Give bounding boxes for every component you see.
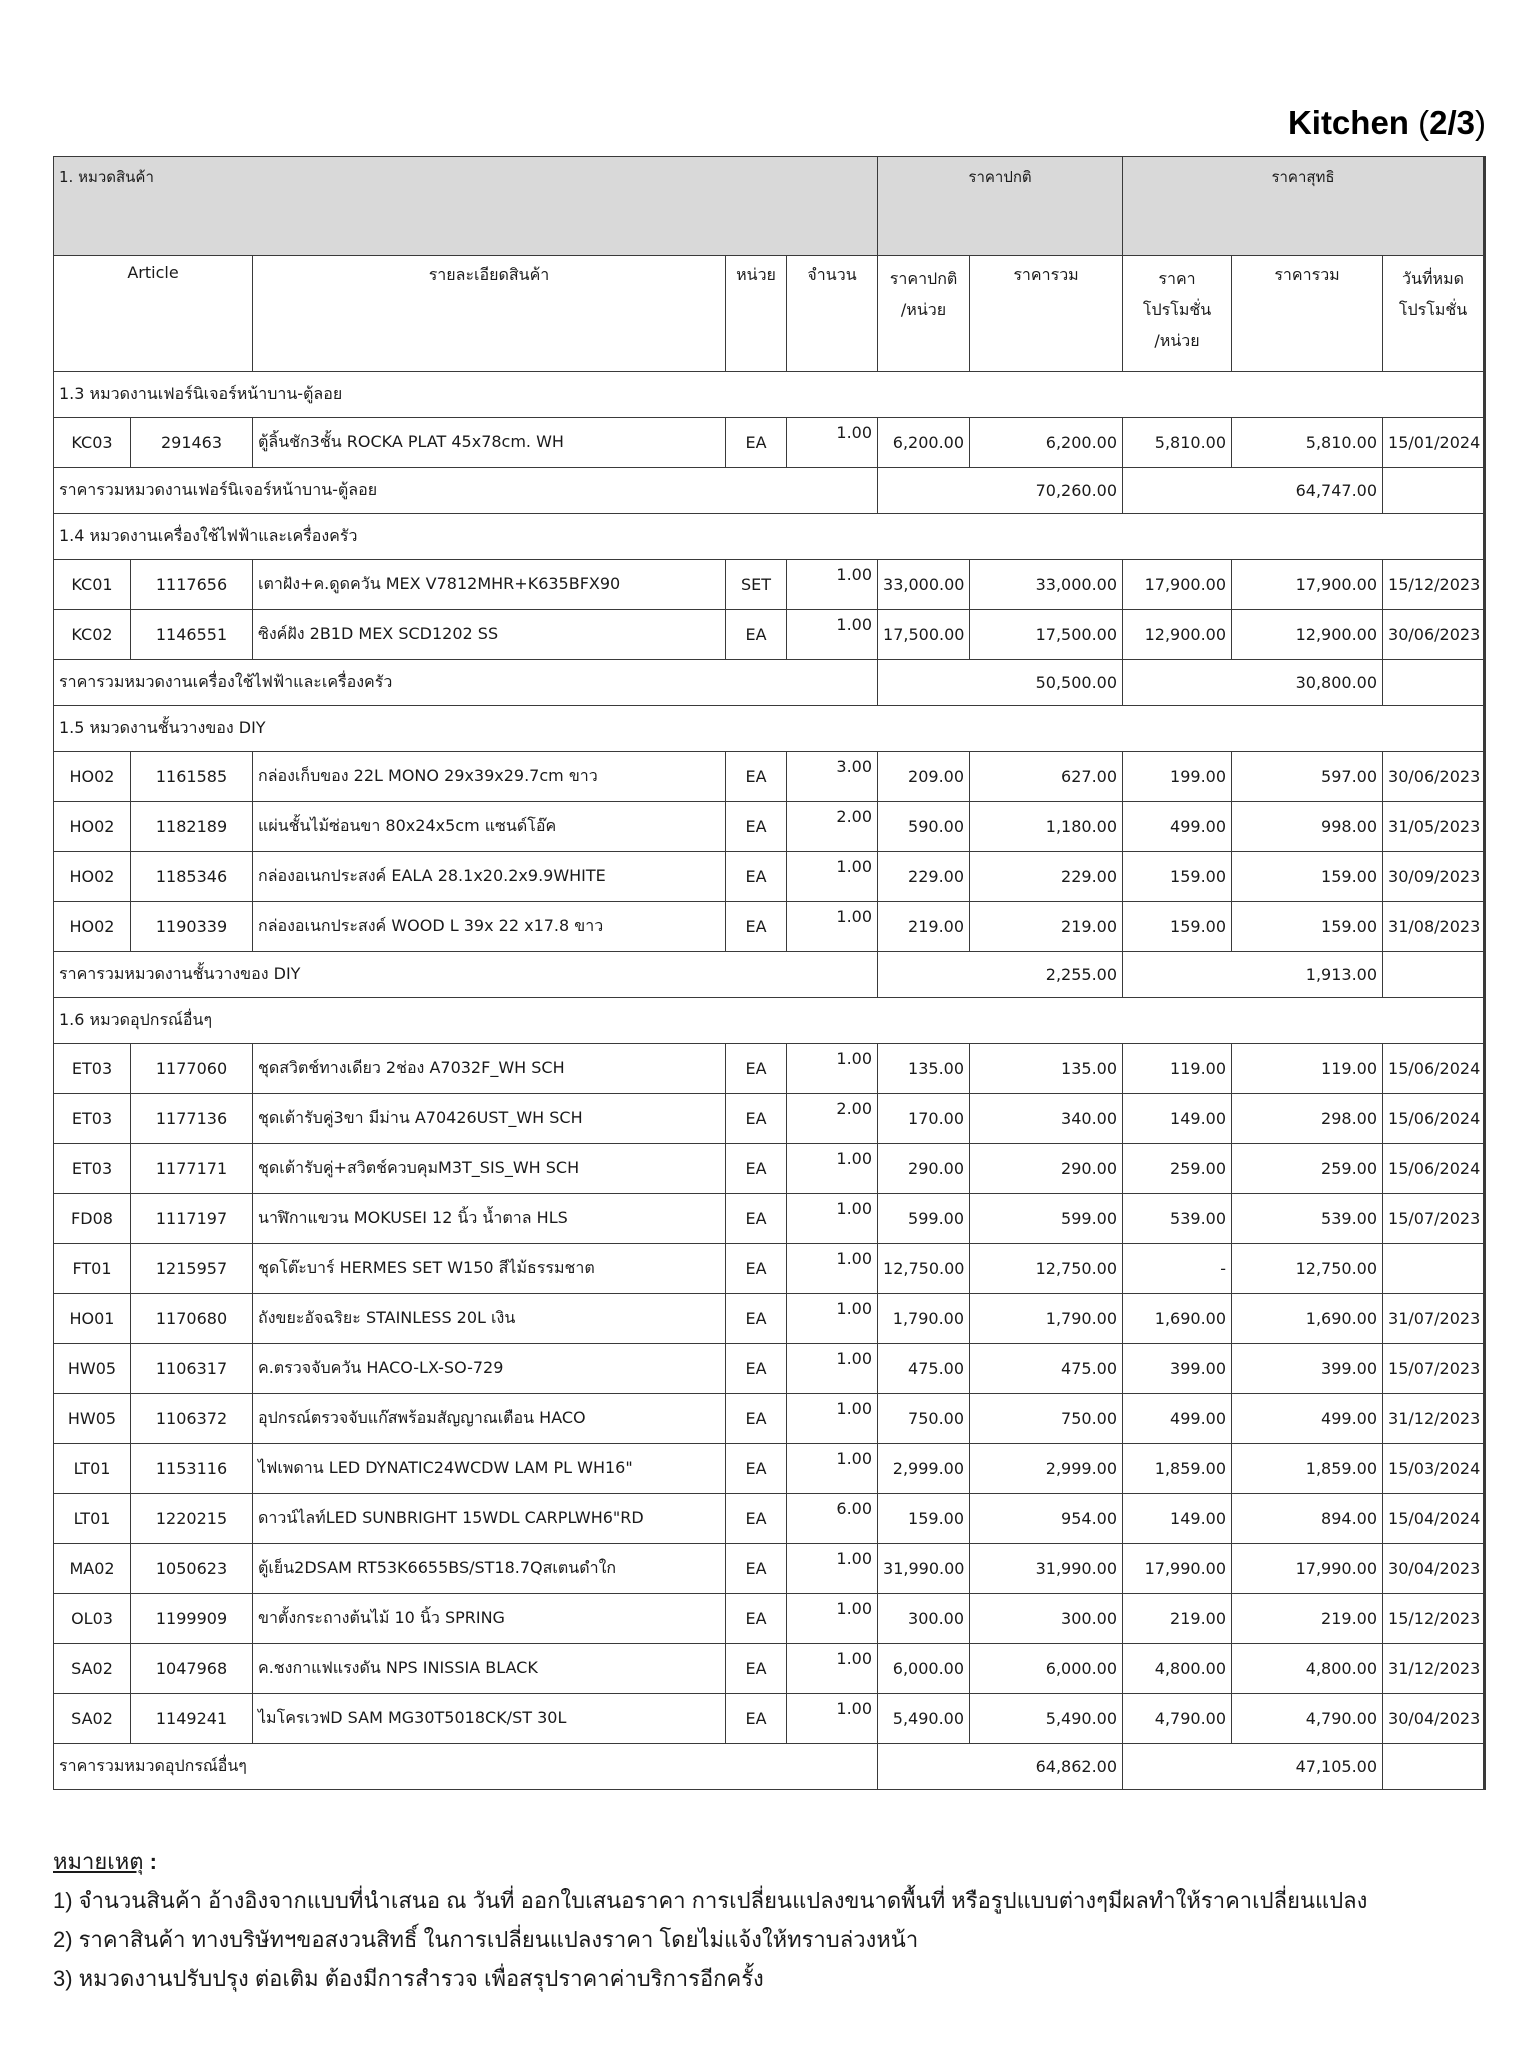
section-title: 1.3 หมวดงานเฟอร์นิเจอร์หน้าบาน-ตู้ลอย [54,372,1485,418]
promo-unit-price: 17,900.00 [1123,560,1232,610]
promo-total: 499.00 [1232,1394,1383,1444]
notes-heading: หมายเหตุ [53,1849,144,1874]
item-description: ชุดเต้ารับคู่+สวิตช์ควบคุมM3T_SIS_WH SCH [253,1144,726,1194]
item-description: ชุดโต๊ะบาร์ HERMES SET W150 สีไม้ธรรมชาต [253,1244,726,1294]
item-quantity: 1.00 [787,1344,878,1394]
table-row [54,852,1485,902]
subtotal-empty [1383,952,1485,998]
subtotal-row [54,1744,1485,1790]
item-unit: EA [726,902,787,952]
item-unit: EA [726,1044,787,1094]
item-code: ET03 [54,1144,131,1194]
header-line: ราคา [1158,269,1196,288]
normal-unit-price: 2,999.00 [878,1444,970,1494]
unit-header: หน่วย [726,256,787,372]
article-number: 1199909 [131,1594,253,1644]
normal-unit-price: 6,200.00 [878,418,970,468]
promo-unit-price: 499.00 [1123,802,1232,852]
table-row [54,802,1485,852]
promo-total: 119.00 [1232,1044,1383,1094]
promo-unit-price: 159.00 [1123,902,1232,952]
table-row [54,1594,1485,1644]
header-line: วันที่หมด [1402,269,1464,288]
promo-end-date: 30/04/2023 [1383,1694,1485,1744]
article-number: 1177171 [131,1144,253,1194]
promo-end-date: 31/08/2023 [1383,902,1485,952]
promo-total: 399.00 [1232,1344,1383,1394]
promo-total: 1,859.00 [1232,1444,1383,1494]
item-code: HW05 [54,1344,131,1394]
item-quantity: 1.00 [787,1444,878,1494]
promo-end-date: 31/05/2023 [1383,802,1485,852]
normal-unit-price: 170.00 [878,1094,970,1144]
promo-total: 17,900.00 [1232,560,1383,610]
normal-unit-price: 159.00 [878,1494,970,1544]
header-line: โปรโมชั่น [1398,300,1468,319]
article-number: 1177136 [131,1094,253,1144]
promo-end-date [1383,1244,1485,1294]
item-description: ชุดเต้ารับคู่3ขา มีม่าน A70426UST_WH SCH [253,1094,726,1144]
article-number: 1149241 [131,1694,253,1744]
table-row [54,1094,1485,1144]
promo-unit-price: 4,800.00 [1123,1644,1232,1694]
table-row [54,1494,1485,1544]
item-unit: EA [726,1394,787,1444]
promo-total: 5,810.00 [1232,418,1383,468]
section-title: 1.4 หมวดงานเครื่องใช้ไฟฟ้าและเครื่องครัว [54,514,1485,560]
item-quantity: 1.00 [787,1594,878,1644]
section-title-row [54,372,1485,418]
article-number: 1047968 [131,1644,253,1694]
item-quantity: 1.00 [787,1294,878,1344]
subtotal-row [54,660,1485,706]
title-paren-close: ) [1475,104,1486,141]
note-line: 3) หมวดงานปรับปรุง ต่อเติม ต้องมีการสำรวจ เพื่อสรุปราคาค่าบริการอีกครั้ง [53,1966,764,1991]
item-code: KC03 [54,418,131,468]
subtotal-normal: 50,500.00 [878,660,1123,706]
item-code: SA02 [54,1694,131,1744]
item-description: ค.ตรวจจับควัน HACO-LX-SO-729 [253,1344,726,1394]
promo-end-date: 15/01/2024 [1383,418,1485,468]
quotation-table [53,156,1486,1790]
article-number: 1185346 [131,852,253,902]
promo-end-date: 15/12/2023 [1383,1594,1485,1644]
article-number: 1190339 [131,902,253,952]
promo-total: 219.00 [1232,1594,1383,1644]
item-unit: EA [726,1294,787,1344]
table-row [54,752,1485,802]
normal-unit-price: 12,750.00 [878,1244,970,1294]
item-code: HO02 [54,852,131,902]
table-row [54,610,1485,660]
normal-unit-price: 475.00 [878,1344,970,1394]
promo-end-header [1383,256,1485,372]
item-code: ET03 [54,1094,131,1144]
normal-total: 2,999.00 [970,1444,1123,1494]
promo-total: 17,990.00 [1232,1544,1383,1594]
item-quantity: 1.00 [787,1694,878,1744]
item-quantity: 6.00 [787,1494,878,1544]
item-code: HO02 [54,902,131,952]
normal-total: 6,000.00 [970,1644,1123,1694]
normal-total: 954.00 [970,1494,1123,1544]
item-description: เตาฝัง+ค.ดูดควัน MEX V7812MHR+K635BFX90 [253,560,726,610]
note-line: 2) ราคาสินค้า ทางบริษัทฯขอสงวนสิทธิ์ ในการเปลี่ยนแปลงราคา โดยไม่แจ้งให้ทราบล่วงหน้า [53,1927,919,1952]
table-row [54,1544,1485,1594]
item-unit: EA [726,1144,787,1194]
promo-unit-price: 1,859.00 [1123,1444,1232,1494]
subtotal-row [54,952,1485,998]
article-number: 1153116 [131,1444,253,1494]
normal-price-group-header: ราคาปกติ [878,157,1123,256]
promo-end-date: 31/12/2023 [1383,1644,1485,1694]
promo-end-date: 15/07/2023 [1383,1344,1485,1394]
subtotal-normal: 70,260.00 [878,468,1123,514]
promo-total: 259.00 [1232,1144,1383,1194]
item-quantity: 1.00 [787,852,878,902]
item-description: กล่องอเนกประสงค์ EALA 28.1x20.2x9.9WHITE [253,852,726,902]
item-unit: EA [726,1494,787,1544]
column-header-row [54,256,1485,372]
promo-end-date: 30/09/2023 [1383,852,1485,902]
promo-end-date: 15/06/2024 [1383,1094,1485,1144]
table-row [54,418,1485,468]
title-paren-open: ( [1418,104,1430,141]
normal-unit-price: 135.00 [878,1044,970,1094]
normal-total: 12,750.00 [970,1244,1123,1294]
promo-unit-price: 17,990.00 [1123,1544,1232,1594]
promo-unit-price: 219.00 [1123,1594,1232,1644]
normal-total: 627.00 [970,752,1123,802]
article-number: 291463 [131,418,253,468]
promo-total: 4,800.00 [1232,1644,1383,1694]
item-description: กล่องอเนกประสงค์ WOOD L 39x 22 x17.8 ขาว [253,902,726,952]
item-quantity: 1.00 [787,1394,878,1444]
normal-total-header: ราคารวม [970,256,1123,372]
item-quantity: 2.00 [787,1094,878,1144]
normal-unit-price: 750.00 [878,1394,970,1444]
promo-end-date: 30/04/2023 [1383,1544,1485,1594]
header-line: ราคาปกติ [889,269,958,288]
subtotal-empty [1383,660,1485,706]
promo-total: 4,790.00 [1232,1694,1383,1744]
normal-total: 229.00 [970,852,1123,902]
promo-unit-price: - [1123,1244,1232,1294]
item-unit: EA [726,610,787,660]
item-unit: EA [726,1444,787,1494]
table-row [54,902,1485,952]
item-description: ซิงค์ฝัง 2B1D MEX SCD1202 SS [253,610,726,660]
item-code: KC02 [54,610,131,660]
item-description: ตู้เย็น2DSAM RT53K6655BS/ST18.7Qสเตนดำใก [253,1544,726,1594]
promo-unit-price: 539.00 [1123,1194,1232,1244]
table-row [54,1294,1485,1344]
normal-total: 1,790.00 [970,1294,1123,1344]
item-quantity: 2.00 [787,802,878,852]
normal-total: 290.00 [970,1144,1123,1194]
normal-total: 31,990.00 [970,1544,1123,1594]
table-row [54,1144,1485,1194]
item-quantity: 1.00 [787,1644,878,1694]
item-quantity: 1.00 [787,610,878,660]
notes [53,1842,1493,1998]
item-code: SA02 [54,1644,131,1694]
promo-unit-price: 149.00 [1123,1094,1232,1144]
promo-total: 159.00 [1232,852,1383,902]
subtotal-label: ราคารวมหมวดงานเฟอร์นิเจอร์หน้าบาน-ตู้ลอย [54,468,878,514]
normal-unit-price: 590.00 [878,802,970,852]
subtotal-normal: 64,862.00 [878,1744,1123,1790]
table-row [54,1344,1485,1394]
promo-unit-price: 199.00 [1123,752,1232,802]
item-unit: EA [726,1544,787,1594]
normal-total: 599.00 [970,1194,1123,1244]
table-row [54,1044,1485,1094]
description-header: รายละเอียดสินค้า [253,256,726,372]
article-number: 1106372 [131,1394,253,1444]
item-description: ชุดสวิตช์ทางเดียว 2ช่อง A7032F_WH SCH [253,1044,726,1094]
subtotal-label: ราคารวมหมวดอุปกรณ์อื่นๆ [54,1744,878,1790]
item-code: HO02 [54,752,131,802]
promo-total-header: ราคารวม [1232,256,1383,372]
normal-total: 135.00 [970,1044,1123,1094]
promo-unit-price: 4,790.00 [1123,1694,1232,1744]
page-title [1288,104,1486,142]
item-code: FD08 [54,1194,131,1244]
article-number: 1146551 [131,610,253,660]
item-code: MA02 [54,1544,131,1594]
normal-unit-price: 290.00 [878,1144,970,1194]
promo-end-date: 15/04/2024 [1383,1494,1485,1544]
item-quantity: 3.00 [787,752,878,802]
promo-end-date: 30/06/2023 [1383,752,1485,802]
page-number: 2/3 [1429,104,1475,141]
article-number: 1106317 [131,1344,253,1394]
item-unit: EA [726,802,787,852]
table-row [54,1644,1485,1694]
item-quantity: 1.00 [787,1144,878,1194]
promo-unit-price: 399.00 [1123,1344,1232,1394]
normal-unit-price-header [878,256,970,372]
normal-total: 17,500.00 [970,610,1123,660]
normal-unit-price: 599.00 [878,1194,970,1244]
normal-total: 475.00 [970,1344,1123,1394]
normal-total: 5,490.00 [970,1694,1123,1744]
table-row [54,1244,1485,1294]
table-row [54,1194,1485,1244]
table-row [54,1694,1485,1744]
normal-total: 219.00 [970,902,1123,952]
item-description: ไมโครเวฟD SAM MG30T5018CK/ST 30L [253,1694,726,1744]
promo-unit-price: 499.00 [1123,1394,1232,1444]
normal-total: 750.00 [970,1394,1123,1444]
item-quantity: 1.00 [787,1194,878,1244]
promo-unit-price: 12,900.00 [1123,610,1232,660]
normal-unit-price: 209.00 [878,752,970,802]
item-code: ET03 [54,1044,131,1094]
subtotal-label: ราคารวมหมวดงานเครื่องใช้ไฟฟ้าและเครื่องครัว [54,660,878,706]
normal-total: 6,200.00 [970,418,1123,468]
item-code: HO02 [54,802,131,852]
item-code: OL03 [54,1594,131,1644]
promo-unit-price-header [1123,256,1232,372]
item-unit: SET [726,560,787,610]
normal-total: 300.00 [970,1594,1123,1644]
promo-unit-price: 5,810.00 [1123,418,1232,468]
item-unit: EA [726,1194,787,1244]
subtotal-empty [1383,468,1485,514]
promo-total: 12,750.00 [1232,1244,1383,1294]
item-description: ไฟเพดาน LED DYNATIC24WCDW LAM PL WH16" [253,1444,726,1494]
normal-unit-price: 229.00 [878,852,970,902]
item-code: HW05 [54,1394,131,1444]
promo-total: 159.00 [1232,902,1383,952]
item-code: KC01 [54,560,131,610]
promo-end-date: 30/06/2023 [1383,610,1485,660]
normal-total: 33,000.00 [970,560,1123,610]
article-number: 1220215 [131,1494,253,1544]
header-line: /หน่วย [900,300,947,319]
promo-end-date: 31/12/2023 [1383,1394,1485,1444]
normal-unit-price: 219.00 [878,902,970,952]
item-quantity: 1.00 [787,1044,878,1094]
item-unit: EA [726,418,787,468]
article-header: Article [54,256,253,372]
item-description: ดาวน์ไลท์LED SUNBRIGHT 15WDL CARPLWH6"RD [253,1494,726,1544]
title-text: Kitchen [1287,104,1409,141]
item-quantity: 1.00 [787,418,878,468]
promo-end-date: 15/06/2024 [1383,1144,1485,1194]
item-code: LT01 [54,1494,131,1544]
item-unit: EA [726,1344,787,1394]
article-number: 1215957 [131,1244,253,1294]
normal-unit-price: 31,990.00 [878,1544,970,1594]
section-title-row [54,514,1485,560]
item-unit: EA [726,1594,787,1644]
promo-unit-price: 159.00 [1123,852,1232,902]
promo-total: 894.00 [1232,1494,1383,1544]
item-unit: EA [726,752,787,802]
table-row [54,1444,1485,1494]
promo-end-date: 15/06/2024 [1383,1044,1485,1094]
item-unit: EA [726,1244,787,1294]
promo-total: 1,690.00 [1232,1294,1383,1344]
article-number: 1050623 [131,1544,253,1594]
article-number: 1177060 [131,1044,253,1094]
promo-end-date: 15/07/2023 [1383,1194,1485,1244]
subtotal-normal: 2,255.00 [878,952,1123,998]
promo-total: 597.00 [1232,752,1383,802]
normal-unit-price: 17,500.00 [878,610,970,660]
subtotal-net: 30,800.00 [1123,660,1383,706]
table-row [54,560,1485,610]
article-number: 1117197 [131,1194,253,1244]
promo-total: 539.00 [1232,1194,1383,1244]
item-code: FT01 [54,1244,131,1294]
normal-unit-price: 33,000.00 [878,560,970,610]
normal-unit-price: 6,000.00 [878,1644,970,1694]
promo-unit-price: 1,690.00 [1123,1294,1232,1344]
normal-unit-price: 1,790.00 [878,1294,970,1344]
item-description: ค.ชงกาแฟแรงดัน NPS INISSIA BLACK [253,1644,726,1694]
item-unit: EA [726,1644,787,1694]
section-title-row [54,706,1485,752]
item-description: แผ่นชั้นไม้ซ่อนขา 80x24x5cm แซนด์โอ๊ค [253,802,726,852]
item-unit: EA [726,1094,787,1144]
promo-total: 12,900.00 [1232,610,1383,660]
item-code: HO01 [54,1294,131,1344]
item-description: กล่องเก็บของ 22L MONO 29x39x29.7cm ขาว [253,752,726,802]
item-quantity: 1.00 [787,902,878,952]
notes-heading-colon: : [143,1849,158,1874]
normal-unit-price: 5,490.00 [878,1694,970,1744]
article-number: 1182189 [131,802,253,852]
subtotal-label: ราคารวมหมวดงานชั้นวางของ DIY [54,952,878,998]
section-title-row [54,998,1485,1044]
article-number: 1170680 [131,1294,253,1344]
subtotal-row [54,468,1485,514]
net-price-group-header: ราคาสุทธิ [1123,157,1485,256]
quantity-header: จำนวน [787,256,878,372]
promo-total: 298.00 [1232,1094,1383,1144]
item-quantity: 1.00 [787,1244,878,1294]
promo-unit-price: 149.00 [1123,1494,1232,1544]
section-title: 1.6 หมวดอุปกรณ์อื่นๆ [54,998,1485,1044]
subtotal-empty [1383,1744,1485,1790]
table-row [54,1394,1485,1444]
promo-total: 998.00 [1232,802,1383,852]
section-title: 1.5 หมวดงานชั้นวางของ DIY [54,706,1485,752]
header-line: โปรโมชั่น [1142,300,1212,319]
subtotal-net: 64,747.00 [1123,468,1383,514]
promo-end-date: 15/12/2023 [1383,560,1485,610]
item-quantity: 1.00 [787,560,878,610]
item-code: LT01 [54,1444,131,1494]
item-description: ตู้ลิ้นชัก3ชั้น ROCKA PLAT 45x78cm. WH [253,418,726,468]
item-quantity: 1.00 [787,1544,878,1594]
header-line: /หน่วย [1154,331,1200,350]
article-number: 1117656 [131,560,253,610]
promo-unit-price: 259.00 [1123,1144,1232,1194]
subtotal-net: 1,913.00 [1123,952,1383,998]
header-group-row [54,157,1485,256]
promo-end-date: 15/03/2024 [1383,1444,1485,1494]
article-number: 1161585 [131,752,253,802]
item-description: ขาตั้งกระถางต้นไม้ 10 นิ้ว SPRING [253,1594,726,1644]
item-description: นาฬิกาแขวน MOKUSEI 12 นิ้ว น้ำตาล HLS [253,1194,726,1244]
subtotal-net: 47,105.00 [1123,1744,1383,1790]
normal-total: 1,180.00 [970,802,1123,852]
promo-unit-price: 119.00 [1123,1044,1232,1094]
promo-end-date: 31/07/2023 [1383,1294,1485,1344]
item-description: ถังขยะอัจฉริยะ STAINLESS 20L เงิน [253,1294,726,1344]
normal-total: 340.00 [970,1094,1123,1144]
note-line: 1) จำนวนสินค้า อ้างอิงจากแบบที่นำเสนอ ณ วันที่ ออกใบเสนอราคา การเปลี่ยนแปลงขนาดพื้นที่ หรือรูปแบบต่างๆมีผลทำให้ราคาเปลี่ยนแปลง [53,1888,1368,1913]
normal-unit-price: 300.00 [878,1594,970,1644]
item-unit: EA [726,852,787,902]
item-unit: EA [726,1694,787,1744]
category-header: 1. หมวดสินค้า [54,157,878,256]
item-description: อุปกรณ์ตรวจจับแก๊สพร้อมสัญญาณเตือน HACO [253,1394,726,1444]
